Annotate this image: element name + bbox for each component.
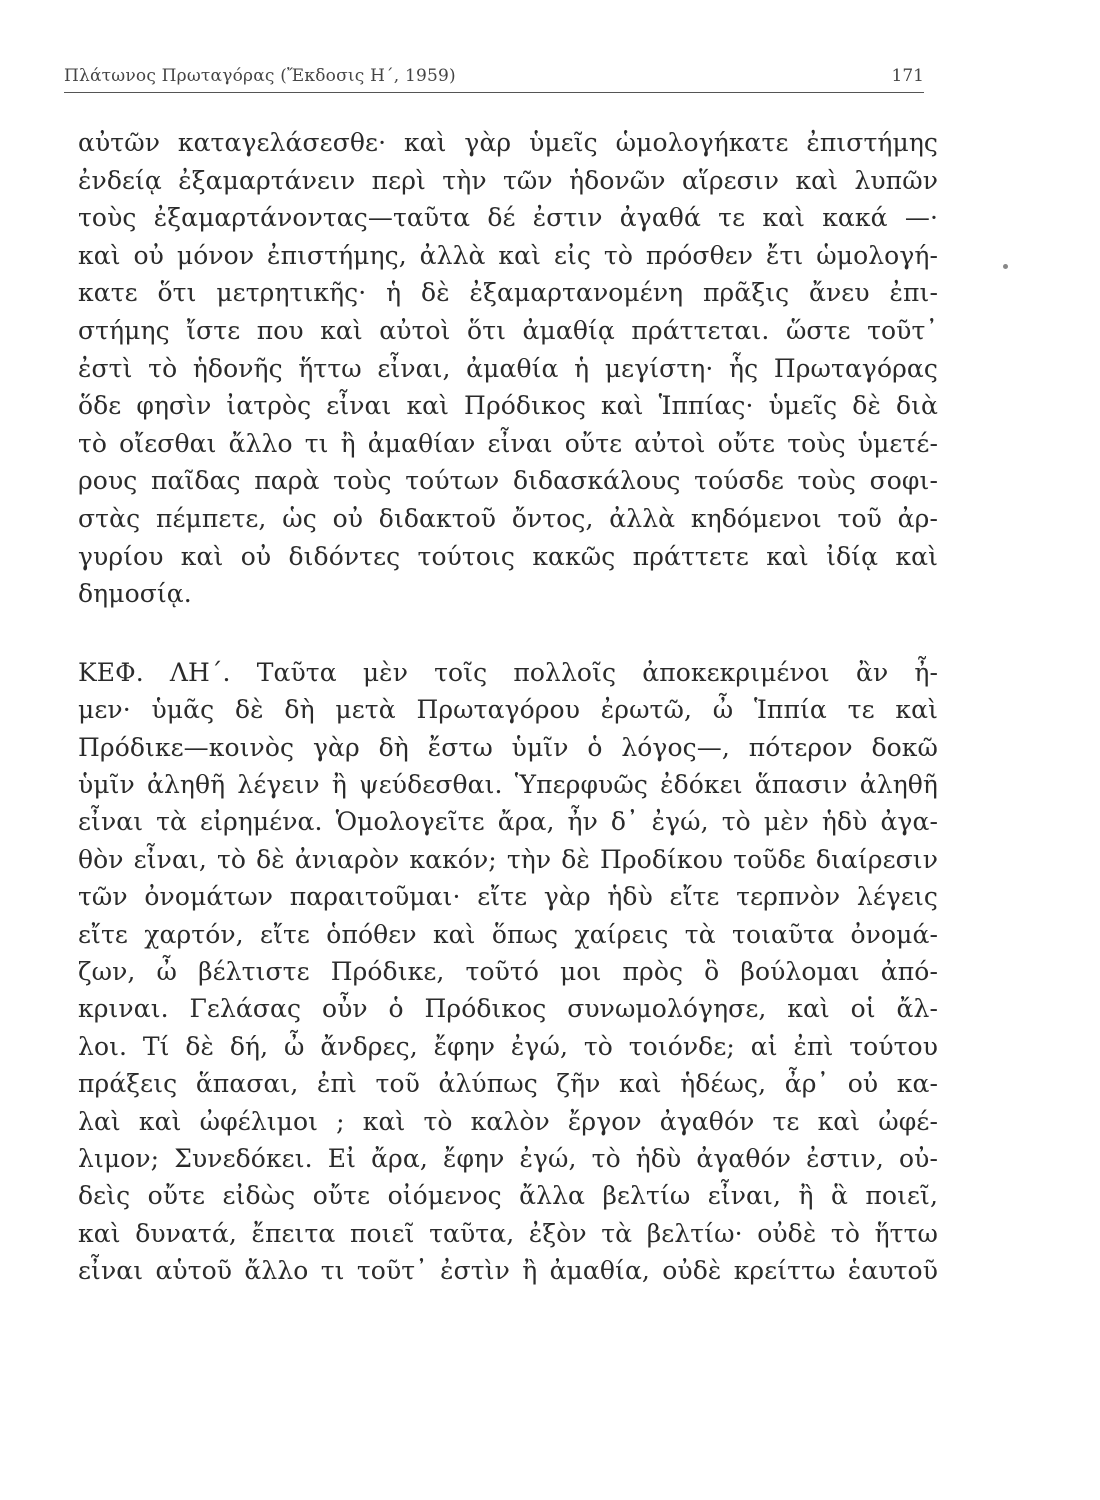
chapter-heading-line: ΚΕΦ. ΛΗ΄. Ταῦτα μὲν τοῖς πολλοῖς ἀποκεκριμένοι ἂν ἦ- — [78, 657, 938, 687]
text-line: γυρίου καὶ οὐ διδόντες τούτοις κακῶς πράττετε καὶ ἰδίᾳ καὶ — [78, 541, 938, 571]
text-line: κριναι. Γελάσας οὖν ὁ Πρόδικος συνωμολόγησε, καὶ οἱ ἄλ- — [78, 994, 938, 1024]
text-line: τῶν ὀνομάτων παραιτοῦμαι· εἴτε γὰρ ἡδὺ εἴτε τερπνὸν λέγεις — [78, 882, 938, 912]
text-line: λιμον; Συνεδόκει. Εἰ ἄρα, ἔφην ἐγώ, τὸ ἡδὺ ἀγαθόν ἐστιν, οὐ- — [78, 1144, 938, 1173]
text-line: δεὶς οὔτε εἰδὼς οὔτε οἰόμενος ἄλλα βελτίω εἶναι, ἢ ἃ ποιεῖ, — [78, 1181, 938, 1211]
paragraph-1 — [78, 124, 938, 613]
text-line: πράξεις ἅπασαι, ἐπὶ τοῦ ἀλύπως ζῆν καὶ ἡδέως, ἆρ᾽ οὐ κα- — [78, 1069, 938, 1099]
text-line: τὸ οἴεσθαι ἄλλο τι ἢ ἀμαθίαν εἶναι οὔτε αὐτοὶ οὔτε τοὺς ὑμετέ- — [78, 428, 938, 458]
page-number: 171 — [891, 66, 924, 86]
text-line: λοι. Τί δὲ δή, ὦ ἄνδρες, ἔφην ἐγώ, τὸ τοιόνδε; αἱ ἐπὶ τούτου — [78, 1031, 938, 1061]
text-line: κατε ὅτι μετρητικῆς· ἡ δὲ ἐξαμαρτανομένη πρᾶξις ἄνευ ἐπι- — [78, 278, 938, 308]
text-line: στήμης ἴστε που καὶ αὐτοὶ ὅτι ἀμαθίᾳ πράττεται. ὥστε τοῦτ᾽ — [78, 315, 938, 345]
text-line: δημοσίᾳ. — [78, 579, 192, 609]
margin-speck — [1003, 264, 1008, 269]
text-line: θὸν εἶναι, τὸ δὲ ἀνιαρὸν κακόν; τὴν δὲ Προδίκου τοῦδε διαίρεσιν — [78, 844, 938, 874]
text-line: ζων, ὦ βέλτιστε Πρόδικε, τοῦτό μοι πρὸς ὃ βούλομαι ἀπό- — [78, 956, 938, 986]
paragraph-2 — [78, 654, 938, 1290]
text-line: μεν· ὑμᾶς δὲ δὴ μετὰ Πρωταγόρου ἐρωτῶ, ὦ Ἱππία τε καὶ — [78, 695, 938, 725]
text-line: εἶναι τὰ εἰρημένα. Ὁμολογεῖτε ἄρα, ἦν δ᾽ ἐγώ, τὸ μὲν ἡδὺ ἀγα- — [78, 807, 938, 837]
text-line: αὐτῶν καταγελάσεσθε· καὶ γὰρ ὑμεῖς ὡμολογήκατε ἐπιστήμης — [78, 128, 938, 157]
text-line: καὶ δυνατά, ἔπειτα ποιεῖ ταῦτα, ἐξὸν τὰ βελτίω· οὐδὲ τὸ ἥττω — [78, 1218, 938, 1248]
text-line: ἐνδείᾳ ἐξαμαρτάνειν περὶ τὴν τῶν ἡδονῶν αἵρεσιν καὶ λυπῶν — [78, 165, 938, 195]
text-line: τοὺς ἐξαμαρτάνοντας—ταῦτα δέ ἐστιν ἀγαθά τε καὶ κακά —· — [78, 203, 938, 233]
text-line: ὅδε φησὶν ἰατρὸς εἶναι καὶ Πρόδικος καὶ Ἱππίας· ὑμεῖς δὲ διὰ — [78, 391, 938, 421]
paragraph-spacer — [78, 613, 938, 654]
text-line: Πρόδικε—κοινὸς γὰρ δὴ ἔστω ὑμῖν ὁ λόγος—, πότερον δοκῶ — [78, 732, 938, 762]
text-line: ὑμῖν ἀληθῆ λέγειν ἢ ψεύδεσθαι. Ὑπερφυῶς ἐδόκει ἅπασιν ἀληθῆ — [78, 769, 938, 799]
text-line: λαὶ καὶ ὠφέλιμοι ; καὶ τὸ καλὸν ἔργον ἀγαθόν τε καὶ ὠφέ- — [78, 1106, 938, 1136]
text-line: στὰς πέμπετε, ὡς οὐ διδακτοῦ ὄντος, ἀλλὰ κηδόμενοι τοῦ ἀρ- — [78, 503, 938, 533]
text-line: ἐστὶ τὸ ἡδονῆς ἥττω εἶναι, ἀμαθία ἡ μεγίστη· ἧς Πρωταγόρας — [78, 353, 938, 383]
text-line: εἴτε χαρτόν, εἴτε ὁπόθεν καὶ ὅπως χαίρεις τὰ τοιαῦτα ὀνομά- — [78, 919, 938, 949]
text-line: καὶ οὐ μόνον ἐπιστήμης, ἀλλὰ καὶ εἰς τὸ πρόσθεν ἔτι ὡμολογή- — [78, 240, 938, 270]
body-text — [78, 124, 938, 1290]
text-line: εἶναι αὑτοῦ ἄλλο τι τοῦτ᾽ ἐστὶν ἢ ἀμαθία, οὐδὲ κρείττω ἑαυτοῦ — [78, 1256, 938, 1286]
running-title: Πλάτωνος Πρωταγόρας (Ἔκδοσις Η΄, 1959) — [64, 66, 456, 86]
text-line: ρους παῖδας παρὰ τοὺς τούτων διδασκάλους τούσδε τοὺς σοφι- — [78, 466, 938, 496]
running-header — [64, 62, 924, 93]
